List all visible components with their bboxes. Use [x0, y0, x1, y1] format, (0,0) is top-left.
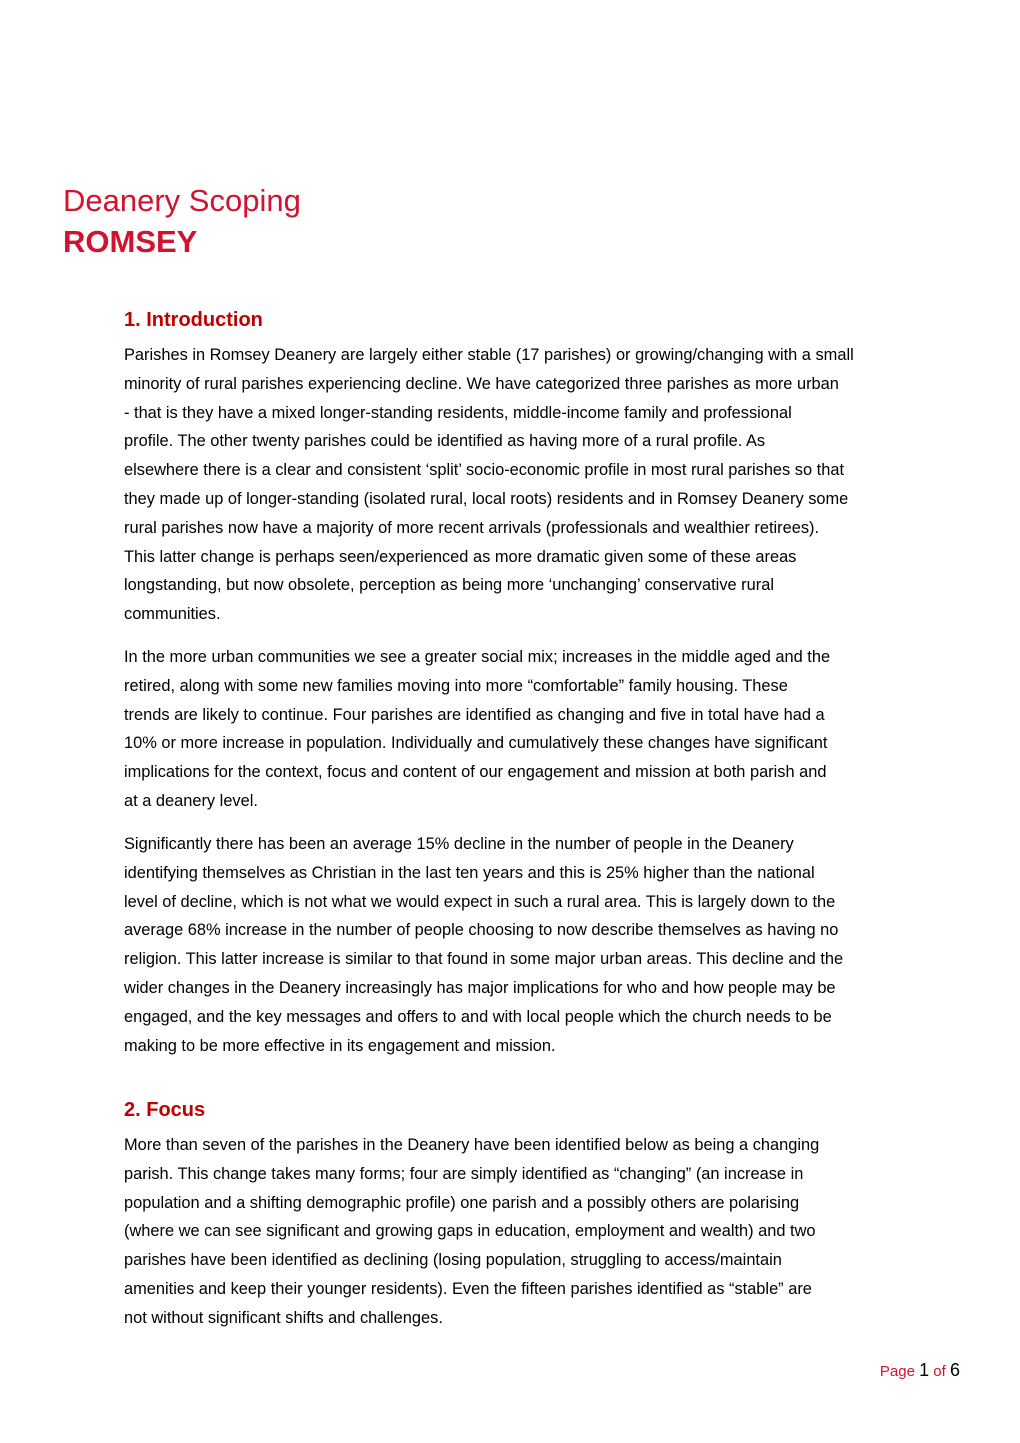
text-line: minority of rural parishes experiencing decline. We have categorized three parishes as more urban	[124, 374, 839, 393]
text-line: religion. This latter increase is similar to that found in some major urban areas. This decline and the	[124, 950, 844, 969]
text-line: not without significant shifts and challenges.	[124, 1308, 443, 1327]
text-line: - that is they have a mixed longer-standing residents, middle-income family and professional	[124, 403, 792, 422]
text-line: parishes have been identified as declining (losing population, struggling to access/maintain	[124, 1251, 782, 1270]
text-line: at a deanery level.	[124, 791, 258, 810]
text-line: engaged, and the key messages and offers to and with local people which the church needs to be	[124, 1007, 832, 1026]
page-label: Page	[879, 1363, 915, 1380]
text-line: amenities and keep their younger residents). Even the fifteen parishes identified as “stable” are	[124, 1279, 812, 1298]
total-pages: 6	[949, 1360, 960, 1380]
text-line: This latter change is perhaps seen/experienced as more dramatic given some of these areas	[124, 547, 797, 566]
text-line: More than seven of the parishes in the Deanery have been identified below as being a changing	[124, 1136, 820, 1154]
paragraph	[124, 830, 843, 1060]
text-line: rural parishes now have a majority of more recent arrivals (professionals and wealthier retirees).	[124, 518, 820, 537]
of-label: of	[933, 1363, 946, 1380]
paragraph	[124, 643, 830, 816]
text-line: retired, along with some new families moving into more “comfortable” family housing. These	[124, 676, 788, 695]
text-line: identifying themselves as Christian in the last ten years and this is 25% higher than the national	[124, 863, 815, 882]
page-number	[880, 1360, 960, 1381]
text-line: trends are likely to continue. Four parishes are identified as changing and five in total have had a	[124, 705, 825, 724]
text-line: Parishes in Romsey Deanery are largely either stable (17 parishes) or growing/changing with a small	[124, 346, 854, 364]
document-title: Deanery Scoping	[63, 183, 301, 218]
section-heading: 2. Focus	[124, 1099, 206, 1121]
text-line: population and a shifting demographic profile) one parish and a possibly others are polarising	[124, 1193, 800, 1212]
document-subtitle: ROMSEY	[63, 224, 198, 259]
text-line: Significantly there has been an average 15% decline in the number of people in the Deanery	[124, 835, 794, 853]
text-line: level of decline, which is not what we would expect in such a rural area. This is largely down to the	[124, 892, 836, 911]
text-line: average 68% increase in the number of people choosing to now describe themselves as having no	[124, 921, 839, 940]
text-line: implications for the context, focus and content of our engagement and mission at both parish and	[124, 763, 827, 782]
text-line: elsewhere there is a clear and consistent ‘split’ socio-economic profile in most rural parishes so that	[124, 461, 845, 480]
section-heading: 1. Introduction	[124, 309, 263, 331]
text-line: wider changes in the Deanery increasingly has major implications for who and how people may be	[124, 978, 836, 997]
current-page: 1	[919, 1360, 930, 1380]
paragraph	[124, 341, 854, 629]
text-line: profile. The other twenty parishes could be identified as having more of a rural profile. As	[124, 432, 766, 451]
text-line: they made up of longer-standing (isolated rural, local roots) residents and in Romsey Deanery some	[124, 489, 849, 508]
text-line: 10% or more increase in population. Individually and cumulatively these changes have significant	[124, 734, 828, 753]
paragraph	[124, 1131, 819, 1333]
text-line: parish. This change takes many forms; four are simply identified as “changing” (an increase in	[124, 1164, 804, 1183]
text-line: longstanding, but now obsolete, perception as being more ‘unchanging’ conservative rural	[124, 576, 774, 595]
text-line: making to be more effective in its engagement and mission.	[124, 1036, 556, 1055]
text-line: (where we can see significant and growing gaps in education, employment and wealth) and two	[124, 1222, 816, 1241]
text-line: In the more urban communities we see a greater social mix; increases in the middle aged and the	[124, 648, 831, 666]
text-line: communities.	[124, 605, 221, 624]
